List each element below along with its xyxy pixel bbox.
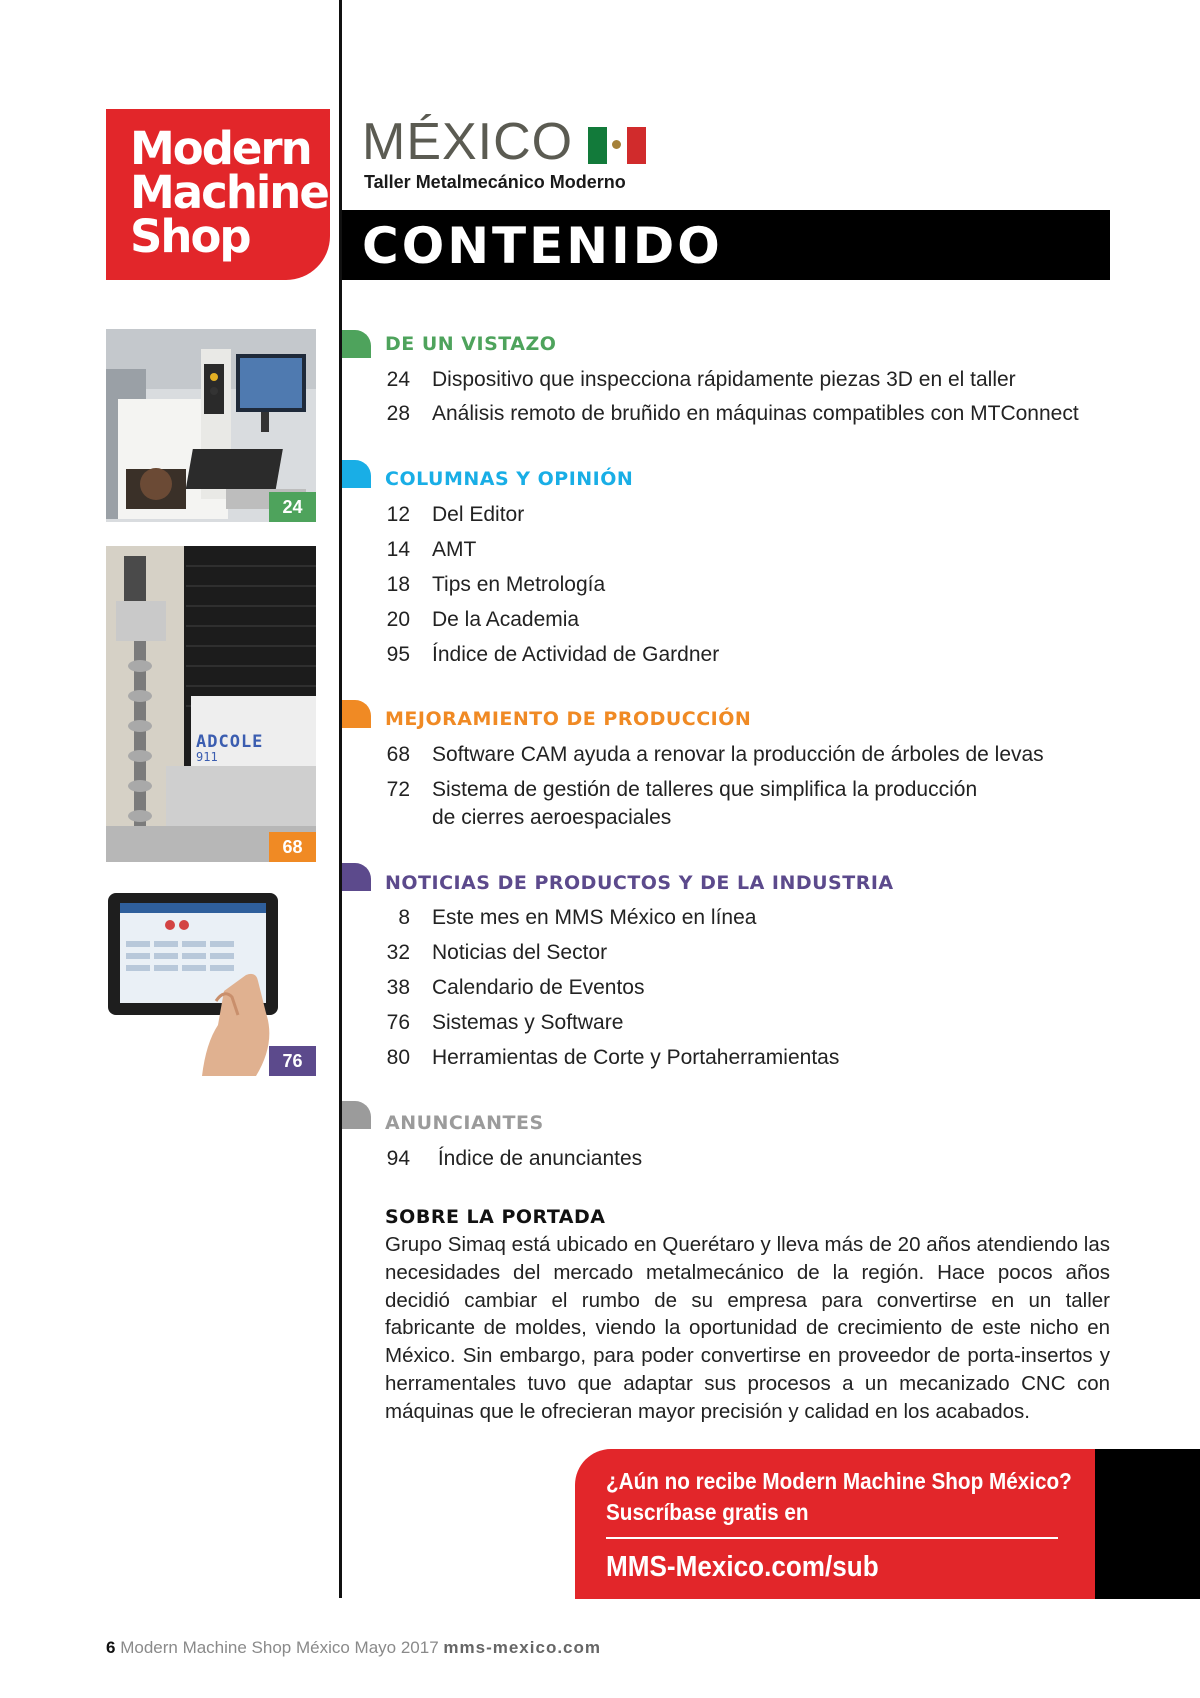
thumbnail-badge: 76 xyxy=(269,1046,316,1076)
subscribe-text xyxy=(606,1466,1072,1528)
toc-entry-title: Dispositivo que inspecciona rápidamente piezas 3D en el taller xyxy=(432,368,1016,391)
toc-entry-title: Herramientas de Corte y Portaherramientas xyxy=(432,1046,840,1069)
toc-page-number: 32 xyxy=(386,941,410,964)
section-title: ANUNCIANTES xyxy=(385,1112,544,1134)
section-title: MEJORAMIENTO DE PRODUCCIÓN xyxy=(385,708,752,730)
toc-entry[interactable] xyxy=(385,939,608,967)
thumbnail-badge: 68 xyxy=(269,832,316,862)
section-title: COLUMNAS Y OPINIÓN xyxy=(385,468,634,490)
toc-page-number: 24 xyxy=(386,368,410,391)
mexico-flag-icon xyxy=(588,127,646,164)
footer-page-number: 6 xyxy=(106,1638,116,1657)
cover-section-title: SOBRE LA PORTADA xyxy=(385,1206,606,1228)
toc-page-number: 18 xyxy=(386,573,410,596)
camshaft-gauge-image xyxy=(106,546,316,862)
section-marker-noticias xyxy=(342,863,371,891)
toc-entry[interactable] xyxy=(385,366,1016,394)
logo-line-2: Machine xyxy=(130,166,328,219)
logo-line-3: Shop xyxy=(130,210,250,263)
toc-entry[interactable] xyxy=(385,904,757,932)
page-title: CONTENIDO xyxy=(362,217,723,275)
footer-website[interactable]: mms-mexico.com xyxy=(443,1638,602,1657)
toc-entry-title: Análisis remoto de bruñido en máquinas compatibles con MTConnect xyxy=(432,402,1079,425)
page-footer xyxy=(106,1638,601,1658)
toc-page-number: 8 xyxy=(398,906,410,929)
section-title: DE UN VISTAZO xyxy=(385,333,557,355)
toc-page-number: 94 xyxy=(386,1147,410,1170)
section-marker-anunciantes xyxy=(342,1101,371,1129)
toc-entry-title: De la Academia xyxy=(432,608,580,631)
section-marker-vistazo xyxy=(342,330,371,358)
toc-entry[interactable] xyxy=(385,974,645,1002)
toc-page-number: 95 xyxy=(386,643,410,666)
toc-page-number: 68 xyxy=(386,743,410,766)
toc-page-number: 80 xyxy=(386,1046,410,1069)
toc-entry[interactable] xyxy=(385,571,606,599)
cover-description: Grupo Simaq está ubicado en Querétaro y lleva más de 20 años atendiendo las necesidades del mercado metalmecánico de la región. Hace pocos años decidió cambiar el rumbo de su empresa para convertirse en un taller fabricante de moldes, viendo la oportunidad de crecimiento de este nicho en México. Sin embargo, para poder convertirse en proveedor de porta-insertos y herramentales tuvo que adaptar sus procesos a un mecanizado CNC con máquinas que le ofrecieran mayor precisión y calidad en los acabados. xyxy=(385,1233,1110,1423)
toc-entry[interactable] xyxy=(385,1044,840,1072)
toc-entry-title-continued: de cierres aeroespaciales xyxy=(432,806,672,829)
toc-entry-title: Software CAM ayuda a renovar la producción de árboles de levas xyxy=(432,743,1044,766)
masthead-country: MÉXICO xyxy=(362,113,574,171)
toc-entry-title: Índice de Actividad de Gardner xyxy=(432,643,720,666)
thumbnail-camshaft-gauge[interactable] xyxy=(106,546,316,862)
subscribe-prompt: Suscríbase gratis en xyxy=(606,1499,809,1525)
footer-publication: Modern Machine Shop México Mayo 2017 xyxy=(120,1638,439,1657)
toc-page-number: 72 xyxy=(386,778,410,801)
toc-entry[interactable] xyxy=(385,606,580,634)
toc-page-number: 14 xyxy=(386,538,410,561)
toc-entry[interactable] xyxy=(385,741,1044,769)
toc-entry[interactable] xyxy=(385,1009,624,1037)
thumbnail-tablet[interactable] xyxy=(106,893,316,1076)
toc-entry-title: Este mes en MMS México en línea xyxy=(432,906,757,929)
toc-entry[interactable] xyxy=(385,400,1079,428)
toc-entry-title: Sistemas y Software xyxy=(432,1011,624,1034)
section-title: NOTICIAS DE PRODUCTOS Y DE LA INDUSTRIA xyxy=(385,872,894,894)
toc-page-number: 20 xyxy=(386,608,410,631)
promo-divider xyxy=(606,1537,1058,1539)
toc-page-number: 38 xyxy=(386,976,410,999)
toc-entry[interactable] xyxy=(385,1145,643,1173)
thumbnail-inspection-device[interactable] xyxy=(106,329,316,522)
toc-entry[interactable] xyxy=(385,536,477,564)
promo-black-block xyxy=(1094,1449,1200,1599)
toc-entry-title: Calendario de Eventos xyxy=(432,976,645,999)
toc-entry-title: Sistema de gestión de talleres que simplifica la producción xyxy=(432,778,978,801)
toc-entry-title: Noticias del Sector xyxy=(432,941,608,964)
adcole-brand-label: ADCOLE xyxy=(196,732,264,752)
toc-entry-title: Del Editor xyxy=(432,503,525,526)
toc-entry[interactable] xyxy=(385,776,978,829)
section-marker-produccion xyxy=(342,700,371,728)
toc-entry[interactable] xyxy=(385,641,720,669)
masthead-tagline: Taller Metalmecánico Moderno xyxy=(364,172,626,192)
subscribe-link[interactable]: MMS-Mexico.com/sub xyxy=(606,1551,879,1583)
toc-page-number: 12 xyxy=(386,503,410,526)
toc-entry[interactable] xyxy=(385,501,525,529)
logo-line-1: Modern xyxy=(130,122,311,175)
thumbnail-badge: 24 xyxy=(269,492,316,522)
toc-entry-title: Tips en Metrología xyxy=(432,573,606,596)
toc-page-number: 28 xyxy=(386,402,410,425)
toc-page-number: 76 xyxy=(386,1011,410,1034)
subscribe-question: ¿Aún no recibe Modern Machine Shop México? xyxy=(606,1468,1072,1494)
toc-entry-title: Índice de anunciantes xyxy=(432,1147,643,1170)
mms-logo xyxy=(106,109,330,280)
adcole-model-label: 911 xyxy=(196,750,218,764)
section-marker-columnas xyxy=(342,460,371,488)
toc-entry-title: AMT xyxy=(432,538,477,561)
